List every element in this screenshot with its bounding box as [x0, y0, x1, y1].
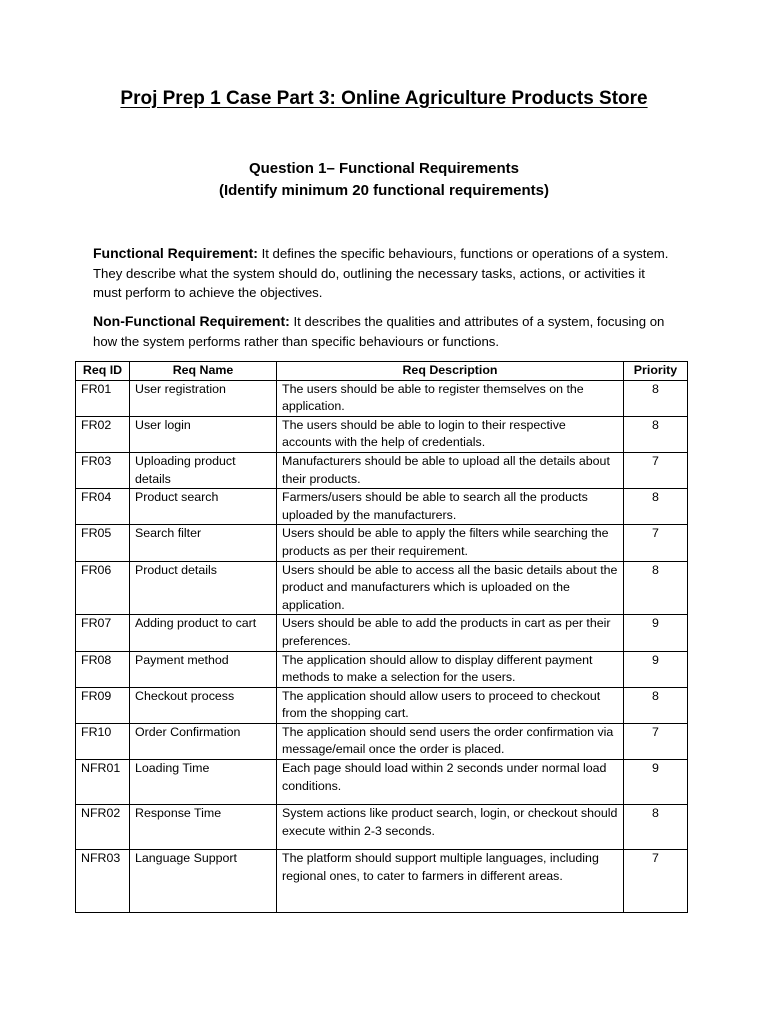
req-id-cell: FR04 — [76, 489, 130, 525]
question-heading — [0, 158, 768, 202]
table-row — [76, 687, 688, 723]
priority-cell: 8 — [624, 416, 688, 452]
req-id-cell: NFR01 — [76, 760, 130, 805]
table-row — [76, 380, 688, 416]
priority-cell: 8 — [624, 561, 688, 615]
req-id-cell: FR01 — [76, 380, 130, 416]
table-header-row — [76, 362, 688, 381]
req-name-cell: Search filter — [130, 525, 277, 561]
table-row — [76, 651, 688, 687]
req-description-cell: Users should be able to add the products in cart as per their preferences. — [277, 615, 624, 651]
req-name-cell: Payment method — [130, 651, 277, 687]
table-row — [76, 416, 688, 452]
req-description-cell: System actions like product search, login, or checkout should execute within 2-3 seconds. — [277, 805, 624, 850]
req-id-cell: FR10 — [76, 723, 130, 759]
req-name-cell: Loading Time — [130, 760, 277, 805]
req-id-cell: FR03 — [76, 452, 130, 488]
req-description-cell: Each page should load within 2 seconds under normal load conditions. — [277, 760, 624, 805]
req-id-cell: NFR02 — [76, 805, 130, 850]
req-id-cell: FR02 — [76, 416, 130, 452]
req-description-cell: The platform should support multiple languages, including regional ones, to cater to farmers in different areas. — [277, 850, 624, 913]
req-description-cell: Manufacturers should be able to upload all the details about their products. — [277, 452, 624, 488]
priority-cell: 9 — [624, 615, 688, 651]
functional-requirement-definition — [93, 244, 673, 303]
table-row — [76, 805, 688, 850]
req-name-cell: Order Confirmation — [130, 723, 277, 759]
page-title: Proj Prep 1 Case Part 3: Online Agriculture Products Store — [120, 88, 648, 109]
requirements-table — [75, 361, 688, 913]
req-name-cell: User registration — [130, 380, 277, 416]
req-id-cell: FR09 — [76, 687, 130, 723]
table-row — [76, 760, 688, 805]
req-name-cell: Uploading product details — [130, 452, 277, 488]
priority-cell: 8 — [624, 489, 688, 525]
table-row — [76, 615, 688, 651]
table-row — [76, 452, 688, 488]
req-name-cell: User login — [130, 416, 277, 452]
req-description-cell: Users should be able to apply the filters while searching the products as per their requirement. — [277, 525, 624, 561]
header-req-description: Req Description — [277, 362, 624, 381]
table-row — [76, 850, 688, 913]
priority-cell: 7 — [624, 850, 688, 913]
req-id-cell: FR05 — [76, 525, 130, 561]
req-name-cell: Adding product to cart — [130, 615, 277, 651]
functional-requirement-term: Functional Requirement: — [93, 245, 258, 261]
priority-cell: 8 — [624, 805, 688, 850]
nonfunctional-requirement-text: It describes the qualities and attributes of a system, focusing on how the system performs rather than specific behaviours or functions. — [93, 314, 665, 349]
functional-requirement-text: It defines the specific behaviours, functions or operations of a system. They describe what the system should do, outlining the necessary tasks, actions, or activities it must perform to achieve the objectives. — [93, 246, 669, 300]
table-row — [76, 525, 688, 561]
question-line-2: (Identify minimum 20 functional requirements) — [218, 182, 550, 199]
req-id-cell: FR08 — [76, 651, 130, 687]
req-name-cell: Product search — [130, 489, 277, 525]
priority-cell: 9 — [624, 651, 688, 687]
header-req-id: Req ID — [76, 362, 130, 381]
req-id-cell: FR07 — [76, 615, 130, 651]
req-description-cell: The application should allow to display different payment methods to make a selection for the users. — [277, 651, 624, 687]
nonfunctional-requirement-term: Non-Functional Requirement: — [93, 313, 290, 329]
table-row — [76, 489, 688, 525]
req-description-cell: The application should allow users to proceed to checkout from the shopping cart. — [277, 687, 624, 723]
header-req-name: Req Name — [130, 362, 277, 381]
req-description-cell: Farmers/users should be able to search all the products uploaded by the manufacturers. — [277, 489, 624, 525]
priority-cell: 8 — [624, 687, 688, 723]
req-name-cell: Checkout process — [130, 687, 277, 723]
question-line-1: Question 1– Functional Requirements — [248, 160, 520, 177]
req-name-cell: Product details — [130, 561, 277, 615]
table-row — [76, 561, 688, 615]
priority-cell: 7 — [624, 452, 688, 488]
req-description-cell: The users should be able to login to their respective accounts with the help of credentials. — [277, 416, 624, 452]
nonfunctional-requirement-definition — [93, 312, 673, 351]
req-name-cell: Language Support — [130, 850, 277, 913]
req-description-cell: Users should be able to access all the basic details about the product and manufacturers which is uploaded on the application. — [277, 561, 624, 615]
priority-cell: 8 — [624, 380, 688, 416]
header-priority: Priority — [624, 362, 688, 381]
req-id-cell: NFR03 — [76, 850, 130, 913]
req-description-cell: The application should send users the order confirmation via message/email once the order is placed. — [277, 723, 624, 759]
priority-cell: 7 — [624, 525, 688, 561]
req-name-cell: Response Time — [130, 805, 277, 850]
table-row — [76, 723, 688, 759]
priority-cell: 7 — [624, 723, 688, 759]
priority-cell: 9 — [624, 760, 688, 805]
req-id-cell: FR06 — [76, 561, 130, 615]
req-description-cell: The users should be able to register themselves on the application. — [277, 380, 624, 416]
